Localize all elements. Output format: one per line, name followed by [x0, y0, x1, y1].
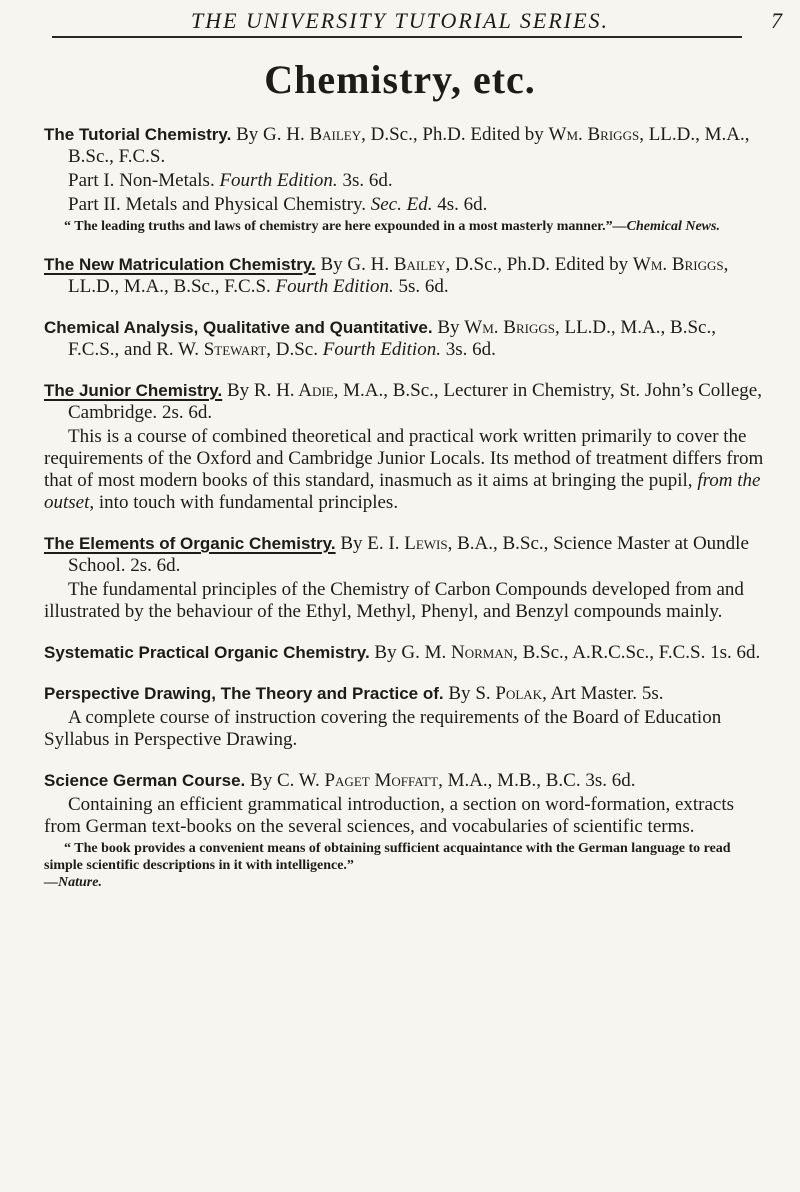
book-title: Perspective Drawing, The Theory and Practice of. [44, 684, 444, 703]
description-text: into touch with fundamental principles. [98, 492, 399, 513]
book-title: Chemical Analysis, Qualitative and Quantitative. [44, 318, 433, 337]
book-edition: Fourth Edition. [219, 170, 338, 191]
book-part [68, 170, 764, 192]
book-price: 2s. 6d. [161, 402, 213, 423]
book-title: Systematic Practical Organic Chemistry. [44, 643, 370, 662]
book-part [68, 194, 764, 216]
author-degrees: , B.A., B.Sc., Science Master at Oundle School. [68, 533, 749, 576]
by-word: By [374, 642, 397, 663]
book-edition: Fourth Edition. [322, 339, 441, 360]
book-citation [44, 770, 764, 792]
page-number: 7 [771, 8, 782, 33]
book-description: The fundamental principles of the Chemistry of Carbon Compounds developed from and illustrated by the behaviour of the Ethyl, Methyl, Phenyl, and Benzyl compounds mainly. [44, 579, 744, 622]
by-word: By [437, 317, 460, 338]
book-price: 3s. 6d. [585, 770, 636, 791]
edited-by: Edited by [554, 254, 629, 275]
book-description: Containing an efficient grammatical introduction, a section on word-formation, extracts from German text-books on the several sciences, and vocabularies of scientific terms. [44, 794, 735, 837]
author-degrees: , LL.D., M.A., B.Sc., F.C.S., and [68, 317, 716, 360]
quote-text: “ The leading truths and laws of chemistry are here expounded in a most masterly manner.” [64, 219, 613, 234]
by-word: By [320, 254, 343, 275]
book-editor: Wm. Briggs [548, 124, 640, 145]
book-author: S. Polak [475, 683, 543, 704]
book-citation [44, 683, 764, 705]
book-title: Science German Course. [44, 771, 246, 790]
book-edition: Sec. Ed. [370, 194, 433, 215]
book-coauthor: R. W. Stewart [156, 339, 267, 360]
by-word: By [448, 683, 471, 704]
book-author: G. M. Norman [401, 642, 514, 663]
book-entry [44, 380, 764, 514]
author-degrees: , M.A., M.B., B.C. [438, 770, 581, 791]
by-word: By [236, 124, 259, 145]
quote-source: —Nature. [44, 875, 102, 890]
book-title: The New Matriculation Chemistry. [44, 255, 316, 274]
editor-degrees: , LL.D., M.A., B.Sc., F.C.S. [68, 124, 750, 167]
book-description: A complete course of instruction covering the requirements of the Board of Education Syllabus in Perspective Drawing. [44, 707, 722, 750]
book-author: G. H. Bailey [263, 124, 362, 145]
by-word: By [250, 770, 273, 791]
review-quote [44, 840, 764, 891]
book-author: C. W. Paget Moffatt [276, 770, 439, 791]
book-title: The Tutorial Chemistry. [44, 125, 232, 144]
book-list [44, 124, 764, 910]
quote-text: “ The book provides a convenient means of obtaining sufficient acquaintance with the German language to read simple scientific descriptions in it with intelligence.” [44, 841, 731, 873]
book-price: 1s. 6d. [710, 642, 761, 663]
description-text: This is a course of combined theoretical and practical work written primarily to cover the requirements of the Oxford and Cambridge Junior Locals. Its method of treatment differs from that of most modern books of this standard, inasmuch as it aims at bringing the pupil, [44, 426, 764, 491]
part-label: Part II. [68, 194, 121, 215]
section-heading: Chemistry, etc. [264, 57, 536, 102]
book-edition: Fourth Edition. [275, 276, 394, 297]
author-degrees: , B.Sc., A.R.C.Sc., F.C.S. [513, 642, 706, 663]
book-price: 5s. 6d. [398, 276, 449, 297]
book-author: E. I. Lewis [367, 533, 448, 554]
book-title: The Elements of Organic Chemistry. [44, 534, 336, 553]
header-rule [52, 36, 742, 38]
book-entry [44, 642, 764, 664]
book-entry [44, 317, 764, 361]
author-degrees: , D.Sc., Ph.D. [361, 124, 466, 145]
description-emphasis: from the outset, [44, 470, 761, 513]
review-quote [44, 218, 764, 235]
coauthor-degrees: , D.Sc. [266, 339, 318, 360]
book-citation [44, 317, 764, 361]
book-description [44, 426, 764, 514]
book-citation [44, 533, 764, 577]
author-degrees: , M.A., B.Sc., Lecturer in Chemistry, St. John’s College, Cambridge. [68, 380, 762, 423]
book-author: R. H. Adie [253, 380, 334, 401]
edited-by: Edited by [470, 124, 544, 145]
book-price: 2s. 6d. [130, 555, 181, 576]
book-price: 4s. 6d. [437, 194, 488, 215]
book-title: The Junior Chemistry. [44, 381, 223, 400]
book-price: 3s. 6d. [445, 339, 496, 360]
part-title: Metals and Physical Chemistry. [125, 194, 366, 215]
book-entry [44, 533, 764, 623]
book-citation [44, 124, 764, 168]
running-title: THE UNIVERSITY TUTORIAL SERIES. [190, 8, 610, 33]
book-entry [44, 770, 764, 891]
book-author: Wm. Briggs [464, 317, 555, 338]
book-citation [44, 642, 764, 664]
page-header [0, 4, 800, 38]
book-entry [44, 683, 764, 751]
author-degrees: , Art Master. [542, 683, 638, 704]
book-entry [44, 254, 764, 298]
by-word: By [340, 533, 363, 554]
book-author: G. H. Bailey [347, 254, 446, 275]
part-title: Non-Metals. [119, 170, 215, 191]
book-price: 5s. [641, 683, 664, 704]
book-citation [44, 254, 764, 298]
author-degrees: , D.Sc., Ph.D. [445, 254, 551, 275]
quote-source: —Chemical News. [612, 219, 720, 234]
book-editor: Wm. Briggs [632, 254, 724, 275]
book-price: 3s. 6d. [342, 170, 393, 191]
part-label: Part I. [68, 170, 115, 191]
editor-degrees: , LL.D., M.A., B.Sc., F.C.S. [68, 254, 729, 297]
book-citation [44, 380, 764, 424]
by-word: By [226, 380, 250, 401]
book-entry [44, 124, 764, 235]
